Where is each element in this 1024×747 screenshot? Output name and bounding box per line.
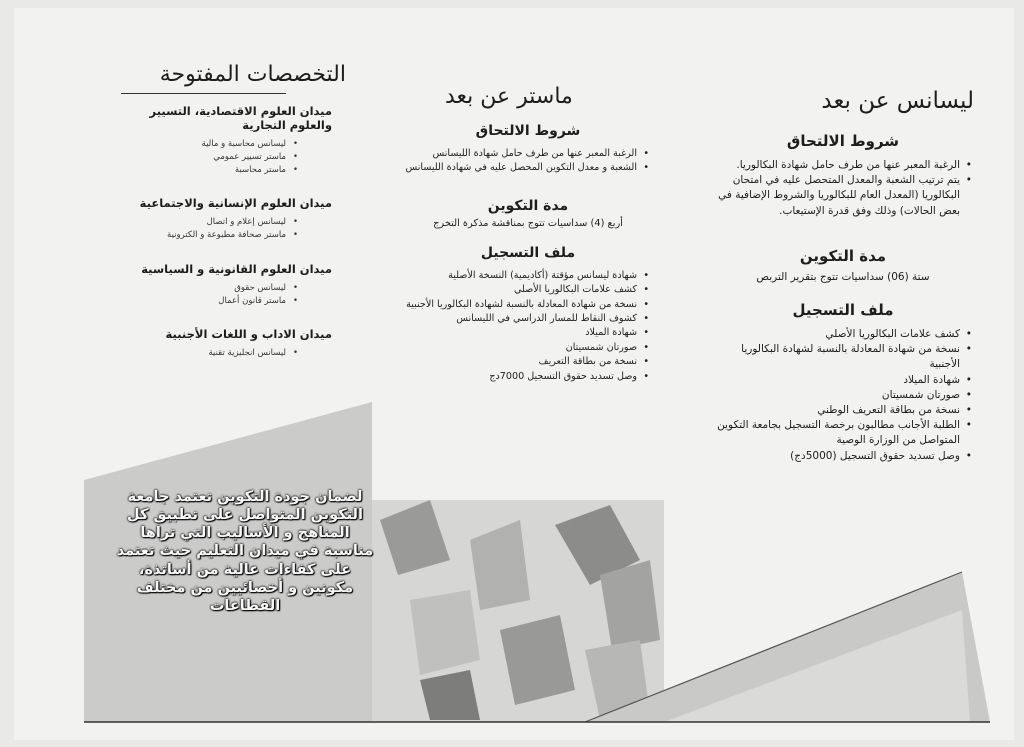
- licence-file-list: [712, 327, 974, 464]
- master-duration-text: أربع (4) سداسيات تتوج بمناقشة مذكرة التخرج: [433, 217, 623, 229]
- list-item: • وصل تسديد حقوق التسجيل (5000دج): [712, 449, 960, 464]
- licence-conditions-section: [712, 132, 974, 219]
- list-item: • نسخة من شهادة المعادلة بالنسبة لشهادة البكالوريا الأجنبية: [712, 342, 960, 372]
- licence-column: [712, 88, 974, 480]
- master-conditions-list: [405, 147, 651, 176]
- list-item: • الرغبة المعبر عنها من طرف حامل شهادة الليسانس: [405, 147, 637, 161]
- licence-file-title: ملف التسجيل: [792, 300, 894, 319]
- field-name: ميدان الاداب و اللغات الأجنبية: [165, 327, 332, 342]
- field-section: [104, 104, 346, 176]
- field-section: [104, 196, 346, 242]
- master-file-title: ملف التسجيل: [480, 244, 576, 261]
- list-item: • شهادة الميلاد: [405, 326, 637, 340]
- licence-duration-text: ستة (06) سداسيات تتوج بتقرير التربص: [756, 270, 930, 283]
- list-item: • ليسانس إعلام و اتصال: [104, 216, 286, 229]
- master-file-section: [405, 245, 651, 384]
- list-item: • نسخة من بطاقة التعريف: [405, 355, 637, 369]
- master-conditions-title: شروط الالتحاق: [475, 123, 581, 139]
- field-name: ميدان العلوم القانونية و السياسية: [141, 261, 332, 276]
- list-item: • ليسانس محاسبة و مالية: [104, 138, 286, 151]
- master-duration-title: مدة التكوين: [487, 197, 569, 214]
- specialties-column: [104, 62, 346, 380]
- list-item: • نسخة من شهادة المعادلة بالنسبة لشهادة البكالوريا الأجنبية: [405, 298, 637, 312]
- field-name: ميدان العلوم الإنسانية والاجتماعية: [139, 196, 332, 211]
- licence-title: ليسانس عن بعد: [821, 88, 974, 114]
- list-item: • يتم ترتيب الشعبة والمعدل المتحصل عليه في امتحان البكالوريا (المعدل العام للبكالوريا والشروط الإضافية في بعض الحالات) وذلك وفق قدرة الإستيعاب.: [712, 173, 960, 219]
- list-item: • صورتان شمسيتان: [405, 341, 637, 355]
- list-item: • الشعبة و معدل التكوين المحصل عليه في شهادة الليسانس: [405, 161, 637, 175]
- list-item: • وصل تسديد حقوق التسجيل 7000دج: [405, 370, 637, 384]
- list-item: • ليسانس حقوق: [104, 282, 286, 295]
- field-items-list: [104, 347, 346, 360]
- field-section: [104, 262, 346, 308]
- field-section: [104, 327, 346, 360]
- specialties-title: التخصصات المفتوحة: [159, 62, 346, 87]
- list-item: • صورتان شمسيتان: [712, 388, 960, 403]
- collage-shard-5: [410, 590, 480, 675]
- field-items-list: [104, 216, 346, 242]
- list-item: • كشف علامات البكالوريا الأصلي: [405, 283, 637, 297]
- list-item: • ليسانس انجليزية تقنية: [104, 347, 286, 360]
- list-item: • نسخة من بطاقة التعريف الوطني: [712, 403, 960, 418]
- master-column: [405, 84, 651, 398]
- list-item: • ماستر محاسبة: [104, 164, 286, 177]
- list-item: • كشوف النقاط للمسار الدراسي في الليسانس: [405, 312, 637, 326]
- field-items-list: [104, 138, 346, 176]
- list-item: • شهادة ليسانس مؤقتة (أكاديمية) النسخة الأصلية: [405, 269, 637, 283]
- licence-duration-title: مدة التكوين: [799, 246, 887, 265]
- master-conditions-section: [405, 123, 651, 176]
- quality-quote: لضمان جودة التكوين تعتمد جامعة التكوين المتواصل على تطبيق كل المناهج و الأساليب التي تراها مناسبة في ميدان التعليم حيث تعتمد على كفاءات عالية من أساتذة، مكونين و أخصائيين من مختلف القطاعات: [116, 489, 374, 614]
- grey-wedge-right-2: [664, 610, 970, 722]
- list-item: • كشف علامات البكالوريا الأصلي: [712, 327, 960, 342]
- list-item: • شهادة الميلاد: [712, 373, 960, 388]
- licence-conditions-title: شروط الالتحاق: [786, 132, 900, 150]
- licence-conditions-list: [712, 158, 974, 219]
- list-item: • ماستر تسيير عمومي: [104, 151, 286, 164]
- master-file-list: [405, 269, 651, 384]
- title-underline: [121, 93, 286, 94]
- field-items-list: [104, 282, 346, 308]
- master-title: ماستر عن بعد: [445, 84, 573, 109]
- list-item: • الرغبة المعبر عنها من طرف حامل شهادة البكالوريا.: [712, 158, 960, 173]
- list-item: • ماستر صحافة مطبوعة و الكترونية: [104, 229, 286, 242]
- licence-file-section: [712, 301, 974, 464]
- list-item: • ماستر قانون أعمال: [104, 295, 286, 308]
- field-name: ميدان العلوم الاقتصادية، التسيير والعلوم التجارية: [149, 104, 332, 132]
- list-item: • الطلبة الأجانب مطالبون برخصة التسجيل بجامعة التكوين المتواصل من الوزارة الوصية: [712, 418, 960, 448]
